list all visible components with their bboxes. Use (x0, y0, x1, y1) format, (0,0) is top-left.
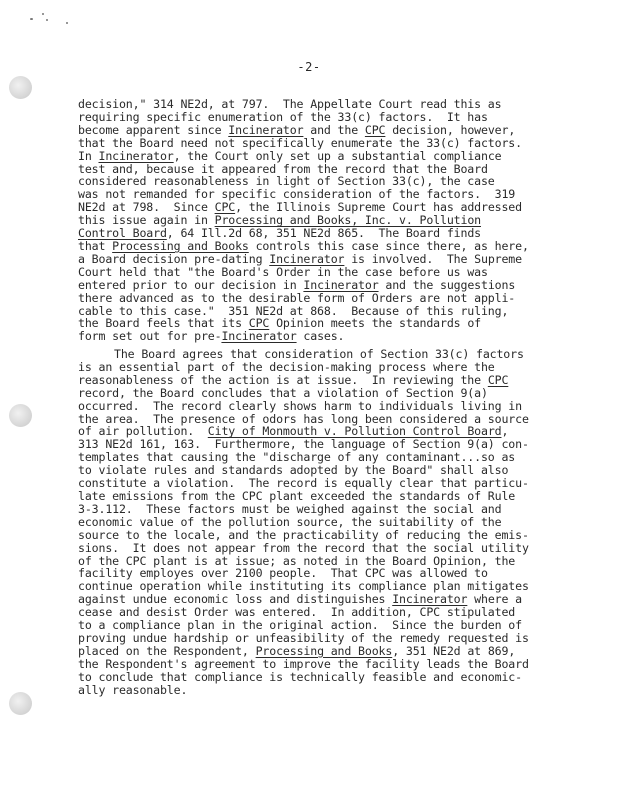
punch-hole-bottom (9, 692, 32, 715)
paragraph-1 (78, 98, 568, 343)
citation-underlined: Incinerator (98, 148, 174, 163)
text-segment: record, the Board concludes that a violation of Section 9(a) (78, 385, 488, 400)
text-segment: sions. It does not appear from the record that the social utility (78, 540, 529, 555)
text-segment: to conclude that compliance is technically feasible and economic- (78, 669, 522, 684)
text-segment: source to the locale, and the practicability of reducing the emis- (78, 527, 529, 542)
text-segment: 313 NE2d 161, 163. Furthermore, the language of Section 9(a) con- (78, 437, 529, 452)
text-segment: the area. The presence of odors has long been considered a source (78, 411, 529, 426)
text-segment: to violate rules and standards adopted by the Board" shall also (78, 463, 509, 478)
citation-underlined: Incinerator (221, 329, 297, 344)
citation-underlined: Processing and Books (255, 643, 393, 658)
text-segment: late emissions from the CPC plant exceeded the standards of Rule (78, 488, 516, 503)
paragraph-2 (78, 348, 568, 696)
text-segment: Opinion meets the standards of (269, 316, 481, 331)
punch-hole-top (9, 76, 32, 99)
text-segment: , 64 Ill.2d 68, 351 NE2d 865. The Board finds (166, 226, 481, 241)
citation-underlined: Processing and Books, Inc. v. Pollution (214, 213, 481, 228)
text-segment: facility employes over 2100 people. That CPC was allowed to (78, 566, 488, 581)
text-segment: 3-3.112. These factors must be weighed against the social and (78, 501, 502, 516)
citation-underlined: Incinerator (269, 251, 345, 266)
text-segment: become apparent since (78, 122, 229, 137)
text-segment: cease and desist Order was entered. In addition, CPC stipulated (78, 605, 516, 620)
text-segment: to a compliance plan in the original action. Since the burden of (78, 618, 522, 633)
text-segment: considered reasonableness in light of Section 33(c), the case (78, 174, 495, 189)
text-segment: is an essential part of the decision-making process where the (78, 359, 495, 374)
text-line (78, 330, 568, 343)
text-segment: constitute a violation. The record is equally clear that particu- (78, 476, 529, 491)
text-segment: templates that causing the "discharge of any contaminant...so as (78, 450, 516, 465)
text-segment: , 351 NE2d at 869, (392, 643, 516, 658)
citation-underlined: CPC (487, 372, 509, 387)
text-segment: Court held that "the Board's Order in the case before us was (78, 264, 488, 279)
text-segment: the Board feels that its (78, 316, 249, 331)
text-segment: cases. (296, 329, 345, 344)
text-segment: decision," 314 NE2d, at 797. The Appellate Court read this as (78, 97, 502, 111)
text-segment: was not remanded for specific consideration of the factors. 319 (78, 187, 516, 202)
text-segment: the Respondent's agreement to improve the facility leads the Board (78, 656, 529, 671)
text-segment: and the (303, 122, 365, 137)
text-segment: of the CPC plant is at issue; as noted in the Board Opinion, the (78, 553, 516, 568)
text-segment: reasonableness of the action is at issue. In reviewing the (78, 372, 488, 387)
text-segment: ally reasonable. (78, 682, 188, 697)
text-segment: , the Court only set up a substantial compliance (173, 148, 502, 163)
text-segment: that the Board need not specifically enumerate the 33(c) factors. (78, 135, 522, 150)
text-segment: against undue economic loss and distinguishes (78, 592, 393, 607)
citation-underlined: Incinerator (228, 122, 304, 137)
text-segment: The Board agrees that consideration of Section 33(c) factors (114, 347, 524, 361)
text-segment: occurred. The record clearly shows harm to individuals living in (78, 398, 522, 413)
text-segment: continue operation while instituting its compliance plan mitigates (78, 579, 529, 594)
text-segment: and the suggestions (378, 277, 516, 292)
scan-specks (28, 10, 78, 30)
citation-underlined: Incinerator (392, 592, 468, 607)
text-segment: where a (467, 592, 522, 607)
text-segment: entered prior to our decision in (78, 277, 304, 292)
text-segment: requiring specific enumeration of the 33(c) factors. It has (78, 109, 488, 124)
citation-underlined: City of Monmouth v. Pollution Control Board (207, 424, 502, 439)
text-segment: proving undue hardship or unfeasibility of the remedy requested is (78, 630, 529, 645)
page-number: -2- (297, 60, 321, 74)
citation-underlined: CPC (214, 200, 236, 215)
text-segment: controls this case since there, as here, (248, 238, 529, 253)
text-line (78, 684, 568, 697)
text-segment: In (78, 148, 99, 163)
text-segment: that (78, 238, 113, 253)
text-segment: a Board decision pre-dating (78, 251, 270, 266)
citation-underlined: Processing and Books (112, 238, 249, 253)
text-segment: , the Illinois Supreme Court has addressed (235, 200, 522, 215)
text-segment: is involved. The Supreme (344, 251, 522, 266)
text-segment: NE2d at 798. Since (78, 200, 215, 215)
text-segment: this issue again in (78, 213, 215, 228)
text-segment: decision, however, (385, 122, 516, 137)
citation-underlined: Control Board (78, 226, 167, 241)
text-segment: form set out for pre- (78, 329, 222, 344)
text-segment: economic value of the pollution source, the suitability of the (78, 514, 502, 529)
text-segment: , (501, 424, 509, 439)
text-segment: test and, because it appeared from the record that the Board (78, 161, 488, 176)
text-segment: cable to this case." 351 NE2d at 868. Because of this ruling, (78, 303, 509, 318)
text-segment: placed on the Respondent, (78, 643, 256, 658)
punch-hole-middle (9, 404, 32, 427)
citation-underlined: CPC (364, 122, 386, 137)
text-segment: there advanced as to the desirable form of Orders are not appli- (78, 290, 516, 305)
citation-underlined: Incinerator (303, 277, 379, 292)
citation-underlined: CPC (248, 316, 270, 331)
text-segment: of air pollution. (78, 424, 208, 439)
